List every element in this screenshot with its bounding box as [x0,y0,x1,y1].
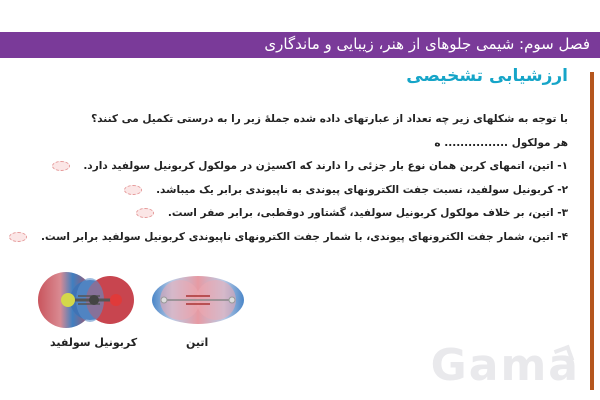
statement-text: ۳- اتین، بر خلاف مولکول کربونیل سولفید، گشتاور دوقطبی، برابر صفر است. [167,207,568,219]
statement-4 [40,226,568,250]
statement-1 [48,155,568,179]
carbonyl-sulfide-icon [36,270,136,334]
statement-text: ۲- کربونیل سولفید، نسبت جفت الکترونهای پیوندی به ناپیوندی برابر یک میباشد. [156,183,568,196]
ethyne-label: اتین [186,336,209,349]
question-prompt: با توجه به شکلهای زیر چه تعداد از عبارتهای داده شده جملهٔ زیر را به درستی تکمیل می کنند؟ [91,113,568,125]
score-badge-icon [52,161,70,171]
score-badge-icon [124,185,142,195]
ethyne-model [150,270,246,349]
score-badge-icon [9,232,27,242]
question-stem: هر مولکول ................ ه [434,136,568,149]
carbonyl-sulfide-label: کربونیل سولفید [50,336,138,349]
chapter-header [0,32,600,58]
watermark-logo: Gama [430,340,580,391]
statement-3 [48,202,568,226]
carbonyl-sulfide-model [36,270,138,349]
score-badge-icon [136,208,154,218]
statement-text: ۱- اتین، اتمهای کربن همان نوع بار جزئی را دارند که اکسیژن در مولکول کربونیل سولفید دارد. [83,160,568,172]
statement-text: ۴- اتین، شمار جفت الکترونهای پیوندی، با شمار جفت الکترونهای ناپیوندی کربونیل سولفید برابر است. [40,230,568,243]
question-block [40,108,568,249]
side-accent-bar [590,72,594,390]
section-title: ارزشیابی تشخیصی [406,66,568,86]
ethyne-icon [150,270,246,334]
statement-2 [48,179,568,203]
chapter-title: فصل سوم: شیمی جلوهای از هنر، زیبایی و ماندگاری [264,35,590,53]
